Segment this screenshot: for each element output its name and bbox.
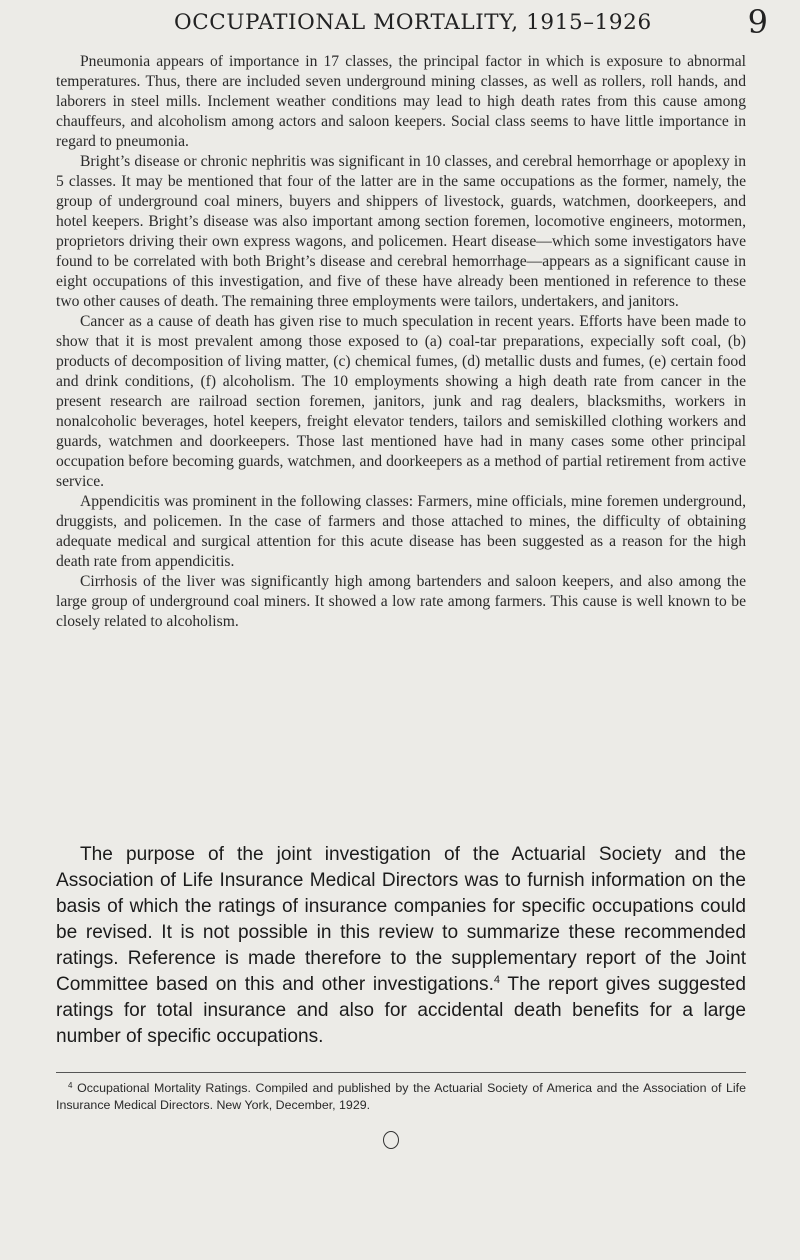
body-text	[56, 52, 746, 632]
running-head	[56, 4, 774, 40]
running-title: OCCUPATIONAL MORTALITY, 1915–1926	[174, 10, 652, 35]
page-number: 9	[747, 3, 768, 41]
footnote-marker: 4	[68, 1081, 73, 1090]
summary-section	[56, 842, 746, 1050]
paragraph-brights-disease: Bright’s disease or chronic nephritis was significant in 10 classes, and cerebral hemorrhage or apoplexy in 5 classes. It may be mentioned that four of the latter are in the same occupations as the former, namely, the group of underground coal miners, buyers and shippers of livestock, guards, watchmen, doorkeepers, and hotel keepers. Bright’s disease was also important among section foremen, locomotive engineers, motormen, proprietors driving their own express wagons, and policemen. Heart disease—which some investigators have found to be correlated with both Bright’s disease and cerebral hemorrhage—appears as a significant cause in eight occupations of this investigation, and five of these have already been mentioned in reference to these two other causes of death. The remaining three employments were tailors, undertakers, and janitors.	[56, 153, 746, 310]
footnote-reference: 4	[493, 974, 501, 986]
summary-text-after: The report gives suggested ratings for total insurance and also for accidental death benefits for a large number of specific occupations.	[56, 974, 747, 1047]
footnote	[56, 1080, 746, 1114]
circle-mark-icon	[383, 1131, 399, 1149]
summary-text: The purpose of the joint investigation of the Actuarial Society and the Association of Life Insurance Medical Directors was to furnish information on the basis of which the ratings of insurance companies for specific occupations could be revised. It is not possible in this review to summarize these recommended ratings. Reference is made therefore to the supplementary report of the Joint Committee based on this and other investigations.	[56, 844, 746, 995]
paragraph-appendicitis: Appendicitis was prominent in the following classes: Farmers, mine officials, mine foremen underground, druggists, and policemen. In the case of farmers and those attached to mines, the difficulty of obtaining adequate medical and surgical attention for this acute disease has been suggested as a reason for the high death rate from appendicitis.	[56, 493, 746, 570]
footnote-text: Occupational Mortality Ratings. Compiled and published by the Actuarial Society of America and the Association of Life Insurance Medical Directors. New York, December, 1929.	[56, 1081, 746, 1112]
footnote-divider	[56, 1072, 746, 1073]
paragraph-pneumonia: Pneumonia appears of importance in 17 classes, the principal factor in which is exposure to abnormal temperatures. Thus, there are included seven underground mining classes, as well as rollers, roll hands, and laborers in steel mills. Inclement weather conditions may lead to high death rates from this cause among chauffeurs, and alcoholism among actors and saloon keepers. Social class seems to have little importance in regard to pneumonia.	[56, 53, 746, 150]
paragraph-cirrhosis: Cirrhosis of the liver was significantly high among bartenders and saloon keepers, and also among the large group of underground coal miners. It showed a low rate among farmers. This cause is well known to be closely related to alcoholism.	[56, 573, 746, 630]
summary-paragraph	[56, 842, 746, 1050]
paragraph-cancer: Cancer as a cause of death has given rise to much speculation in recent years. Efforts have been made to show that it is most prevalent among those exposed to (a) coal-tar preparations, expecially soft coal, (b) products of decomposition of living matter, (c) chemical fumes, (d) metallic dusts and fumes, (e) certain food and drink conditions, (f) alcoholism. The 10 employments showing a high death rate from cancer in the present research are railroad section foremen, janitors, junk and rag dealers, blacksmiths, workers in nonalcoholic beverages, hotel keepers, freight elevator tenders, tailors and semiskilled clothing workers and guards, watchmen and doorkeepers. Those last mentioned have had in many cases some other principal occupation before becoming guards, watchmen, and doorkeepers as a method of partial retirement from active service.	[56, 313, 746, 490]
